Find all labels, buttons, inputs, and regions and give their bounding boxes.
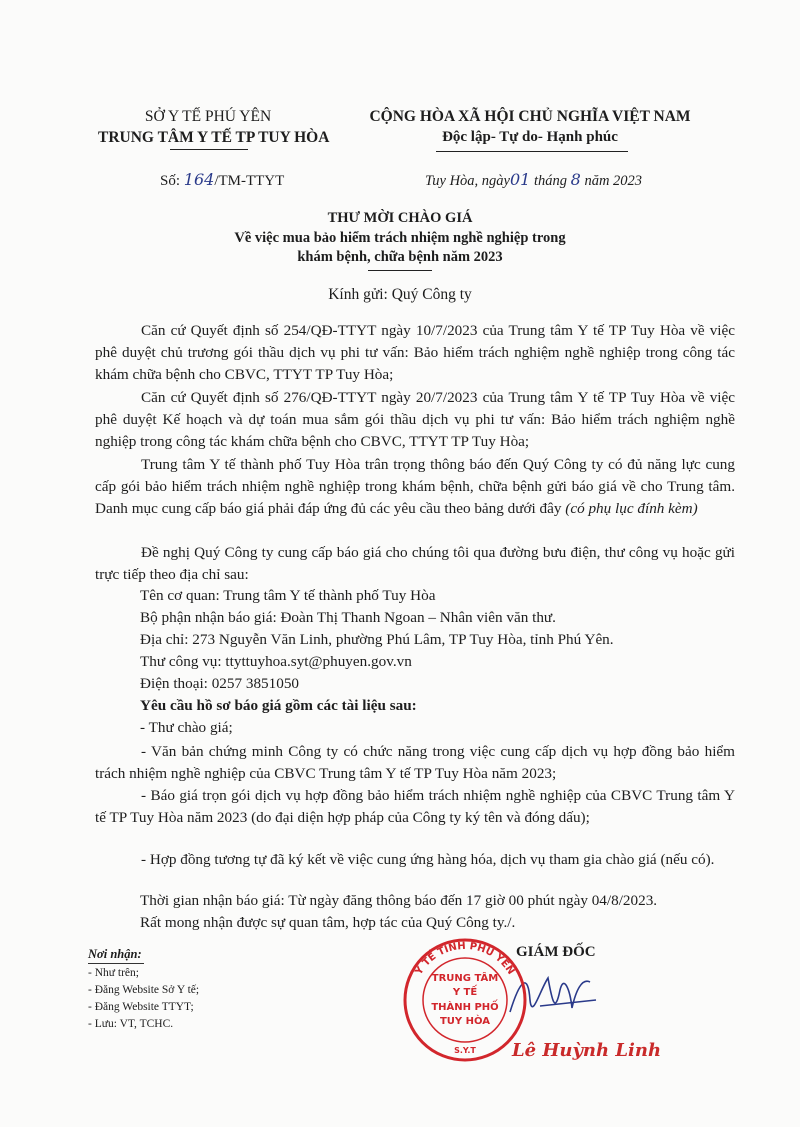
recipients-underline — [88, 963, 144, 964]
document-number: Số: 164/TM-TTYT — [160, 170, 285, 189]
organization-name: TRUNG TÂM Y TẾ TP TUY HÒA — [98, 129, 330, 146]
recipient-item: - Lưu: VT, TCHC. — [88, 1018, 174, 1030]
contact-phone: Điện thoại: 0257 3851050 — [140, 675, 300, 692]
paragraph-announcement: Trung tâm Y tế thành phố Tuy Hòa trân trọng thông báo đến Quý Công ty có đủ năng lực cung cấp gói bảo hiểm trách nhiệm nghề nghiệp trong khám bệnh, chữa bệnh gửi báo giá về cho Trung tâm. Danh mục cung cấp báo giá phải đáp ứng đủ các yêu cầu theo bảng dưới đây (có phụ lục đính kèm) — [95, 456, 735, 517]
recipient-item: - Như trên; — [88, 967, 139, 979]
document-date: Tuy Hòa, ngày01 tháng 8 năm 2023 — [425, 170, 643, 189]
official-stamp — [400, 935, 530, 1065]
signer-title: GIÁM ĐỐC — [516, 944, 596, 960]
deadline: Thời gian nhận báo giá: Từ ngày đăng thông báo đến 17 giờ 00 phút ngày 04/8/2023. — [140, 892, 658, 909]
motto-underline — [436, 151, 628, 152]
salutation: Kính gửi: Quý Công ty — [328, 286, 472, 303]
org-underline — [170, 149, 248, 150]
contact-agency: Tên cơ quan: Trung tâm Y tế thành phố Tuy Hòa — [140, 587, 436, 604]
requirement-item: - Hợp đồng tương tự đã ký kết về việc cung ứng hàng hóa, dịch vụ tham gia chào giá (nếu có). — [141, 851, 715, 868]
paragraph-basis-1: Căn cứ Quyết định số 254/QĐ-TTYT ngày 10/7/2023 của Trung tâm Y tế TP Tuy Hòa về việc phê duyệt chủ trương gói thầu dịch vụ phi tư vấn: Bảo hiểm trách nghiệm nghề nghiệp trong công tác khám chữa bệnh cho CBVC, TTYT TP Tuy Hòa; — [95, 322, 735, 383]
title-underline — [368, 270, 432, 271]
svg-text:TRUNG TÂM: TRUNG TÂM — [431, 973, 499, 984]
requirement-item: - Thư chào giá; — [140, 719, 233, 736]
requirement-item: - Văn bản chứng minh Công ty có chức năng trong việc cung cấp dịch vụ hợp đồng bảo hiểm trách nhiệm nghề nghiệp của CBVC Trung tâm Y tế TP Tuy Hòa năm 2023; — [95, 743, 735, 782]
recipients-heading: Nơi nhận: — [88, 947, 142, 961]
requirement-item: - Báo giá trọn gói dịch vụ hợp đồng bảo hiểm trách nhiệm nghề nghiệp của CBVC Trung tâm Y tế TP Tuy Hòa năm 2023 (do đại diện hợp pháp của Công ty ký tên và đóng dấu); — [95, 787, 735, 826]
paragraph-request: Đề nghị Quý Công ty cung cấp báo giá cho chúng tôi qua đường bưu điện, thư công vụ hoặc gửi trực tiếp theo địa chỉ sau: — [95, 544, 735, 583]
closing-line: Rất mong nhận được sự quan tâm, hợp tác của Quý Công ty./. — [140, 914, 516, 931]
nation-motto: Độc lập- Tự do- Hạnh phúc — [442, 129, 618, 145]
signer-name: Lê Huỳnh Linh — [512, 1040, 662, 1061]
svg-text:THÀNH PHỐ: THÀNH PHỐ — [431, 1002, 499, 1013]
requirements-heading: Yêu cầu hồ sơ báo giá gồm các tài liệu sau: — [140, 697, 417, 714]
document-subject-line2: khám bệnh, chữa bệnh năm 2023 — [297, 249, 503, 265]
document-subject-line1: Về việc mua bảo hiểm trách nhiệm nghề nghiệp trong — [234, 230, 566, 246]
svg-text:Y TẾ TỈNH PHÚ YÊN: Y TẾ TỈNH PHÚ YÊN — [413, 940, 517, 977]
svg-text:Y TẾ: Y TẾ — [452, 987, 478, 998]
svg-text:TUY HÒA: TUY HÒA — [439, 1016, 491, 1027]
department-name: SỞ Y TẾ PHÚ YÊN — [144, 108, 272, 125]
svg-text:S.Y.T: S.Y.T — [454, 1046, 476, 1055]
recipient-item: - Đăng Website Sở Y tế; — [88, 984, 200, 996]
contact-receiver: Bộ phận nhận báo giá: Đoàn Thị Thanh Ngoan – Nhân viên văn thư. — [140, 609, 556, 626]
paragraph-basis-2: Căn cứ Quyết định số 276/QĐ-TTYT ngày 20/7/2023 của Trung tâm Y tế TP Tuy Hòa về việc phê duyệt Kế hoạch và dự toán mua sắm gói thầu dịch vụ phi tư vấn: Bảo hiểm trách nghiệm nghề nghiệp trong công tác khám chữa bệnh cho CBVC, TTYT TP Tuy Hòa; — [95, 389, 735, 450]
recipient-item: - Đăng Website TTYT; — [88, 1001, 194, 1013]
nation-title: CỘNG HÒA XÃ HỘI CHỦ NGHĨA VIỆT NAM — [369, 108, 691, 125]
contact-email: Thư công vụ: ttyttuyhoa.syt@phuyen.gov.vn — [140, 653, 412, 670]
document-title: THƯ MỜI CHÀO GIÁ — [327, 210, 473, 226]
contact-address: Địa chỉ: 273 Nguyễn Văn Linh, phường Phú Lâm, TP Tuy Hòa, tỉnh Phú Yên. — [140, 631, 614, 648]
